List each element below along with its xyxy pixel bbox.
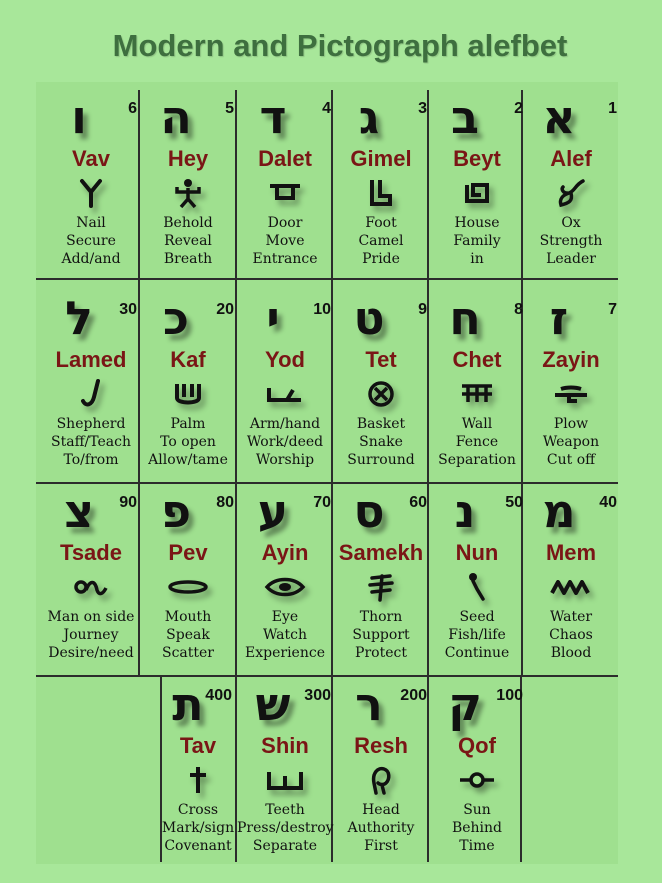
- hebrew-glyph: צ: [63, 484, 95, 538]
- letter-meaning: Sun Behind Time: [451, 802, 503, 854]
- letter-name: Chet: [452, 347, 502, 372]
- man-on-side-pictograph-icon: [43, 570, 139, 604]
- letter-card-zayin: [523, 287, 619, 479]
- hebrew-glyph: כ: [162, 291, 190, 345]
- numeric-value: 400: [205, 687, 232, 704]
- letter-card-lamed: [43, 287, 139, 479]
- numeric-value: 20: [216, 301, 234, 318]
- letter-meaning: Foot Camel Pride: [358, 215, 404, 267]
- letter-name: Alef: [550, 146, 592, 171]
- hebrew-glyph: נ: [454, 484, 476, 538]
- seed-pictograph-icon: [429, 570, 525, 604]
- letter-card-shin: [237, 673, 333, 865]
- numeric-value: 70: [313, 494, 331, 511]
- letter-name: Hey: [167, 146, 209, 171]
- letter-name: Tsade: [60, 540, 122, 565]
- numeric-value: 100: [496, 687, 523, 704]
- numeric-value: 90: [119, 494, 137, 511]
- letter-meaning: Shepherd Staff/Teach To/from: [51, 416, 131, 468]
- tent-peg-pictograph-icon: [43, 176, 139, 210]
- letter-card-chet: [429, 287, 525, 479]
- letter-meaning: Eye Watch Experience: [245, 609, 325, 661]
- letter-card-yod: [237, 287, 333, 479]
- letter-name: Pev: [168, 540, 208, 565]
- letter-name: Shin: [261, 733, 309, 758]
- hebrew-glyph: י: [266, 291, 280, 345]
- letter-card-nun: [429, 480, 525, 672]
- numeric-value: 5: [225, 100, 234, 117]
- staff-pictograph-icon: [43, 377, 139, 411]
- letter-meaning: Door Move Entrance: [252, 215, 318, 267]
- letter-card-beyt: [429, 86, 525, 278]
- hebrew-glyph: ס: [353, 484, 385, 538]
- letter-meaning: Man on side Journey Desire/need: [47, 609, 135, 661]
- basket-pictograph-icon: [333, 377, 429, 411]
- head-pictograph-icon: [333, 763, 429, 797]
- numeric-value: 2: [514, 100, 523, 117]
- numeric-value: 8: [514, 301, 523, 318]
- sun-horizon-pictograph-icon: [429, 763, 525, 797]
- hebrew-glyph: ה: [160, 90, 192, 144]
- hebrew-glyph: פ: [160, 484, 192, 538]
- letter-name: Tet: [365, 347, 397, 372]
- letter-meaning: Cross Mark/sign Covenant: [161, 802, 235, 854]
- letter-name: Resh: [354, 733, 408, 758]
- numeric-value: 4: [322, 100, 331, 117]
- hebrew-glyph: ו: [71, 90, 87, 144]
- hebrew-glyph: ח: [449, 291, 481, 345]
- row-divider: [36, 278, 618, 280]
- wall-pictograph-icon: [429, 377, 525, 411]
- letter-meaning: Water Chaos Blood: [549, 609, 593, 661]
- letter-card-pey: [140, 480, 236, 672]
- letter-card-samekh: [333, 480, 429, 672]
- letter-name: Samekh: [338, 540, 424, 565]
- hebrew-glyph: ל: [65, 291, 93, 345]
- letter-meaning: Ox Strength Leader: [539, 215, 603, 267]
- numeric-value: 200: [400, 687, 427, 704]
- house-pictograph-icon: [429, 176, 525, 210]
- letter-card-tet: [333, 287, 429, 479]
- numeric-value: 300: [304, 687, 331, 704]
- letter-card-resh: [333, 673, 429, 865]
- letter-card-qof: [429, 673, 525, 865]
- letter-card-kaf: [140, 287, 236, 479]
- letter-meaning: Behold Reveal Breath: [163, 215, 213, 267]
- letter-name: Zayin: [542, 347, 600, 372]
- numeric-value: 7: [608, 301, 617, 318]
- man-arms-raised-pictograph-icon: [140, 176, 236, 210]
- numeric-value: 60: [409, 494, 427, 511]
- mouth-pictograph-icon: [140, 570, 236, 604]
- letter-name: Gimel: [350, 146, 412, 171]
- arm-pictograph-icon: [237, 377, 333, 411]
- letter-name: Qof: [458, 733, 496, 758]
- letter-meaning: Thorn Support Protect: [352, 609, 410, 661]
- letter-name: Kaf: [170, 347, 206, 372]
- numeric-value: 30: [119, 301, 137, 318]
- letter-card-dalet: [237, 86, 333, 278]
- hebrew-glyph: ש: [255, 677, 291, 731]
- letter-name: Vav: [72, 146, 110, 171]
- teeth-pictograph-icon: [237, 763, 333, 797]
- letter-name: Dalet: [258, 146, 312, 171]
- hebrew-glyph: ב: [450, 90, 480, 144]
- cross-pictograph-icon: [150, 763, 246, 797]
- numeric-value: 10: [313, 301, 331, 318]
- hebrew-glyph: ר: [355, 677, 383, 731]
- letter-name: Yod: [265, 347, 305, 372]
- hebrew-glyph: ד: [259, 90, 287, 144]
- letter-meaning: Mouth Speak Scatter: [161, 609, 214, 661]
- numeric-value: 50: [505, 494, 523, 511]
- hebrew-glyph: ע: [257, 484, 289, 538]
- letter-card-alef: [523, 86, 619, 278]
- letter-name: Ayin: [261, 540, 309, 565]
- palm-pictograph-icon: [140, 377, 236, 411]
- letter-meaning: Seed Fish/life Continue: [444, 609, 510, 661]
- letter-meaning: Plow Weapon Cut off: [542, 416, 600, 468]
- letter-name: Nun: [455, 540, 499, 565]
- letter-meaning: Palm To open Allow/tame: [148, 416, 228, 468]
- page-title: Modern and Pictograph alefbet: [112, 28, 568, 63]
- letter-meaning: Teeth Press/destroy Separate: [237, 802, 334, 854]
- letter-card-tsade: [43, 480, 139, 672]
- hebrew-glyph: ג: [358, 90, 380, 144]
- thorn-pictograph-icon: [333, 570, 429, 604]
- numeric-value: 40: [599, 494, 617, 511]
- letter-name: Beyt: [453, 146, 501, 171]
- letter-meaning: Arm/hand Work/deed Worship: [246, 416, 324, 468]
- letter-meaning: Head Authority First: [347, 802, 415, 854]
- eye-pictograph-icon: [237, 570, 333, 604]
- hebrew-glyph: א: [542, 90, 576, 144]
- hebrew-glyph: ק: [448, 677, 482, 731]
- water-pictograph-icon: [523, 570, 619, 604]
- letter-meaning: Nail Secure Add/and: [61, 215, 121, 267]
- hebrew-glyph: ז: [549, 291, 569, 345]
- letter-card-tav: [162, 673, 234, 865]
- letter-name: Tav: [179, 733, 217, 758]
- hebrew-glyph: מ: [542, 484, 576, 538]
- numeric-value: 6: [128, 100, 137, 117]
- letter-card-vav: [43, 86, 139, 278]
- letter-card-mem: [523, 480, 619, 672]
- numeric-value: 80: [216, 494, 234, 511]
- foot-pictograph-icon: [333, 176, 429, 210]
- numeric-value: 3: [418, 100, 427, 117]
- letter-card-gimel: [333, 86, 429, 278]
- plow-pictograph-icon: [523, 377, 619, 411]
- numeric-value: 1: [608, 100, 617, 117]
- door-pictograph-icon: [237, 176, 333, 210]
- letter-card-ayin: [237, 480, 333, 672]
- letter-name: Mem: [545, 540, 597, 565]
- hebrew-glyph: ט: [353, 291, 385, 345]
- letter-card-hey: [140, 86, 236, 278]
- letter-meaning: House Family in: [453, 215, 501, 267]
- letter-name: Lamed: [55, 347, 127, 372]
- ox-head-pictograph-icon: [523, 176, 619, 210]
- hebrew-glyph: ת: [172, 677, 204, 731]
- numeric-value: 9: [418, 301, 427, 318]
- letter-meaning: Wall Fence Separation: [438, 416, 516, 468]
- letter-meaning: Basket Snake Surround: [347, 416, 415, 468]
